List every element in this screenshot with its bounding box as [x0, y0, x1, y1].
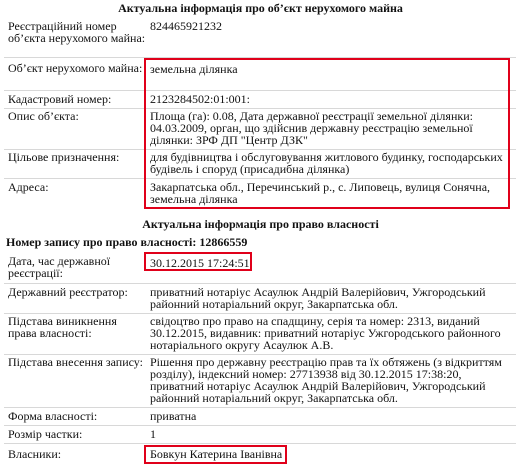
- value-owners: Бовкун Катерина Іванівна: [150, 447, 283, 461]
- divider: [4, 425, 516, 426]
- value-purpose: для будівництва і обслуговування житлового будинку, господарських будівель і споруд (присадибна ділянка): [150, 150, 503, 176]
- label-property-object: Об’єкт нерухомого майна:: [8, 61, 143, 75]
- label-share-size: Розмір частки:: [8, 427, 83, 441]
- value-share-size: 1: [150, 427, 156, 441]
- value-registration-number: 824465921232: [150, 19, 222, 33]
- value-address: Закарпатська обл., Перечинський р., с. Липовець, вулиця Сонячна, земельна ділянка: [150, 180, 491, 206]
- ownership-section-title: Актуальна інформація про право власності: [142, 217, 379, 231]
- value-cadastral-number: 2123284502:01:001:: [150, 92, 251, 106]
- row-registration-datetime: [0, 255, 521, 281]
- label-ownership-basis: Підстава виникнення права власності:: [8, 314, 117, 340]
- ownership-record-number: Номер запису про право власності: 12866559: [6, 235, 248, 249]
- value-property-object: земельна ділянка: [150, 62, 238, 76]
- label-description: Опис об’єкта:: [8, 109, 79, 123]
- value-registration-datetime: 30.12.2015 17:24:51: [150, 256, 250, 270]
- label-address: Адреса:: [8, 180, 49, 194]
- label-registration-number: Реєстраційний номер об’єкта нерухомого майна:: [8, 19, 146, 45]
- row-entry-basis: [0, 356, 521, 406]
- label-purpose: Цільове призначення:: [8, 150, 120, 164]
- value-entry-basis: Рішення про державну реєстрацію прав та їх обтяжень (з відкриттям розділу), індексний номер: 27713938 від 30.12.2015 17:38:20, приватний нотаріус Асаулюк Андрій Валерійович, Ужгородський районний нотаріальний округ, Закарпатська обл.: [150, 355, 502, 405]
- row-registration-number: [0, 20, 521, 56]
- value-registrar: приватний нотаріус Асаулюк Андрій Валерійович, Ужгородський районний нотаріальний округ, Закарпатська обл.: [150, 285, 486, 311]
- row-registrar: [0, 286, 521, 312]
- label-ownership-form: Форма власності:: [8, 409, 98, 423]
- row-ownership-form: [0, 410, 521, 424]
- value-description: Площа (га): 0.08, Дата державної реєстрації земельної ділянки: 04.03.2009, орган, що здійснив державну реєстрацію земельної ділянки: ЗРФ ДП "Центр ДЗК": [150, 109, 473, 147]
- value-ownership-form: приватна: [150, 409, 197, 423]
- value-ownership-basis: свідоцтво про право на спадщину, серія та номер: 2313, виданий 30.12.2015, видавник: приватний нотаріус Ужгородського районного нотаріального округу Асаулюк А.В.: [150, 314, 501, 352]
- label-entry-basis: Підстава внесення запису:: [8, 355, 143, 369]
- divider: [4, 407, 516, 408]
- divider: [4, 443, 516, 444]
- label-cadastral-number: Кадастровий номер:: [8, 92, 112, 106]
- highlight-frame-owner: [144, 445, 287, 464]
- row-ownership-basis: [0, 315, 521, 353]
- label-registrar: Державний реєстратор:: [8, 285, 128, 299]
- label-registration-datetime: Дата, час державної реєстрації:: [8, 254, 111, 280]
- highlight-frame-property: [144, 58, 510, 209]
- divider: [4, 283, 516, 284]
- highlight-frame-datetime: [144, 252, 252, 271]
- label-owners: Власники:: [8, 447, 62, 461]
- row-share-size: [0, 428, 521, 442]
- property-section-title: Актуальна інформація про об’єкт нерухомого майна: [118, 1, 403, 15]
